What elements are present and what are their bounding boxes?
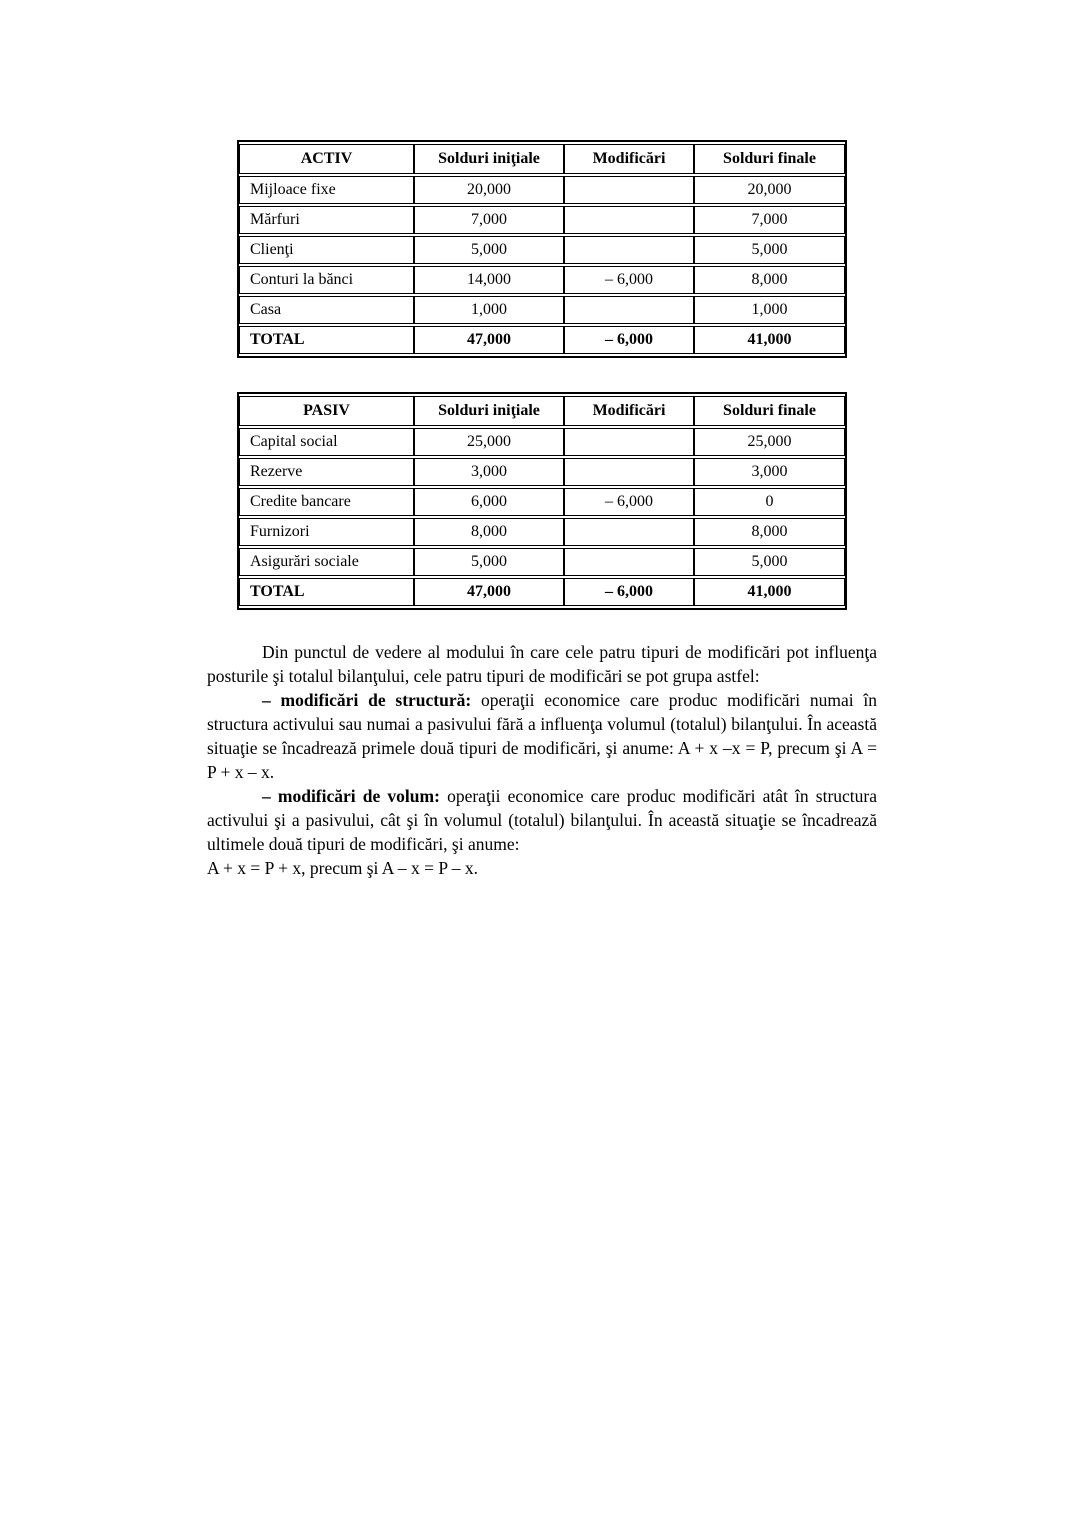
cell-modificari <box>564 296 694 324</box>
row-label: Casa <box>239 296 414 324</box>
row-label: TOTAL <box>239 578 414 606</box>
cell-solduri-initiale: 6,000 <box>414 488 564 516</box>
cell-solduri-finale: 41,000 <box>694 578 845 606</box>
table-row <box>239 458 845 486</box>
cell-solduri-initiale: 5,000 <box>414 548 564 576</box>
cell-solduri-finale: 41,000 <box>694 326 845 354</box>
table-row <box>239 428 845 456</box>
cell-modificari <box>564 206 694 234</box>
formula-line: A + x = P + x, precum şi A – x = P – x. <box>207 858 479 878</box>
cell-solduri-finale: 5,000 <box>694 236 845 264</box>
paragraph-rest-structura: operaţii economice care produc modificări numai în structura activului sau numai a pasivului fără a influenţa volumul (totalul) bilanţului. În această situaţie se încadrează primele două tipuri de modificări, şi anume: A + x –x = P, precum şi A = P + x – x. <box>207 690 877 782</box>
body-text <box>207 640 877 880</box>
column-header-modificari: Modificări <box>564 144 694 174</box>
cell-solduri-initiale: 47,000 <box>414 578 564 606</box>
paragraph-lead-volum: – modificări de volum: <box>262 786 440 806</box>
table-row <box>239 296 845 324</box>
cell-solduri-finale: 8,000 <box>694 266 845 294</box>
row-label: TOTAL <box>239 326 414 354</box>
column-header-pasiv: PASIV <box>239 396 414 426</box>
cell-solduri-initiale: 3,000 <box>414 458 564 486</box>
table-row <box>239 176 845 204</box>
activ-table <box>237 140 847 358</box>
cell-solduri-finale: 5,000 <box>694 548 845 576</box>
row-label: Rezerve <box>239 458 414 486</box>
cell-solduri-initiale: 25,000 <box>414 428 564 456</box>
cell-modificari <box>564 176 694 204</box>
cell-modificari: – 6,000 <box>564 488 694 516</box>
paragraph-lead-structura: – modificări de structură: <box>262 690 472 710</box>
cell-solduri-initiale: 5,000 <box>414 236 564 264</box>
total-row <box>239 326 845 354</box>
cell-solduri-finale: 1,000 <box>694 296 845 324</box>
pasiv-header-row <box>239 396 845 426</box>
cell-solduri-finale: 20,000 <box>694 176 845 204</box>
cell-modificari <box>564 428 694 456</box>
row-label: Clienţi <box>239 236 414 264</box>
table-row <box>239 266 845 294</box>
column-header-solduri-finale: Solduri finale <box>694 144 845 174</box>
row-label: Mărfuri <box>239 206 414 234</box>
table-row <box>239 518 845 546</box>
cell-solduri-finale: 7,000 <box>694 206 845 234</box>
column-header-solduri-initiale: Solduri iniţiale <box>414 144 564 174</box>
paragraph-modificari-volum <box>207 784 877 856</box>
cell-modificari <box>564 458 694 486</box>
table-row <box>239 488 845 516</box>
column-header-solduri-finale: Solduri finale <box>694 396 845 426</box>
column-header-modificari: Modificări <box>564 396 694 426</box>
row-label: Asigurări sociale <box>239 548 414 576</box>
row-label: Capital social <box>239 428 414 456</box>
column-header-activ: ACTIV <box>239 144 414 174</box>
cell-solduri-finale: 25,000 <box>694 428 845 456</box>
cell-solduri-initiale: 14,000 <box>414 266 564 294</box>
pasiv-table <box>237 392 847 610</box>
cell-modificari <box>564 236 694 264</box>
cell-solduri-initiale: 20,000 <box>414 176 564 204</box>
cell-modificari: – 6,000 <box>564 266 694 294</box>
activ-header-row <box>239 144 845 174</box>
paragraph-intro: Din punctul de vedere al modului în care cele patru tipuri de modificări pot influenţa posturile şi totalul bilanţului, cele patru tipuri de modificări se pot grupa astfel: <box>207 642 877 686</box>
cell-solduri-initiale: 7,000 <box>414 206 564 234</box>
cell-solduri-initiale: 1,000 <box>414 296 564 324</box>
cell-solduri-finale: 8,000 <box>694 518 845 546</box>
row-label: Credite bancare <box>239 488 414 516</box>
paragraph-rest-volum: operaţii economice care produc modificări atât în structura activului şi a pasivului, cât şi în volumul (totalul) bilanţului. În această situaţie se încadrează ultimele două tipuri de modificări, şi anume: <box>207 786 878 854</box>
cell-solduri-initiale: 8,000 <box>414 518 564 546</box>
row-label: Mijloace fixe <box>239 176 414 204</box>
cell-modificari: – 6,000 <box>564 578 694 606</box>
row-label: Conturi la bănci <box>239 266 414 294</box>
cell-modificari <box>564 548 694 576</box>
cell-solduri-finale: 3,000 <box>694 458 845 486</box>
table-row <box>239 548 845 576</box>
cell-modificari: – 6,000 <box>564 326 694 354</box>
column-header-solduri-initiale: Solduri iniţiale <box>414 396 564 426</box>
total-row <box>239 578 845 606</box>
table-row <box>239 236 845 264</box>
cell-modificari <box>564 518 694 546</box>
cell-solduri-finale: 0 <box>694 488 845 516</box>
table-row <box>239 206 845 234</box>
row-label: Furnizori <box>239 518 414 546</box>
paragraph-modificari-structura <box>207 688 877 784</box>
cell-solduri-initiale: 47,000 <box>414 326 564 354</box>
